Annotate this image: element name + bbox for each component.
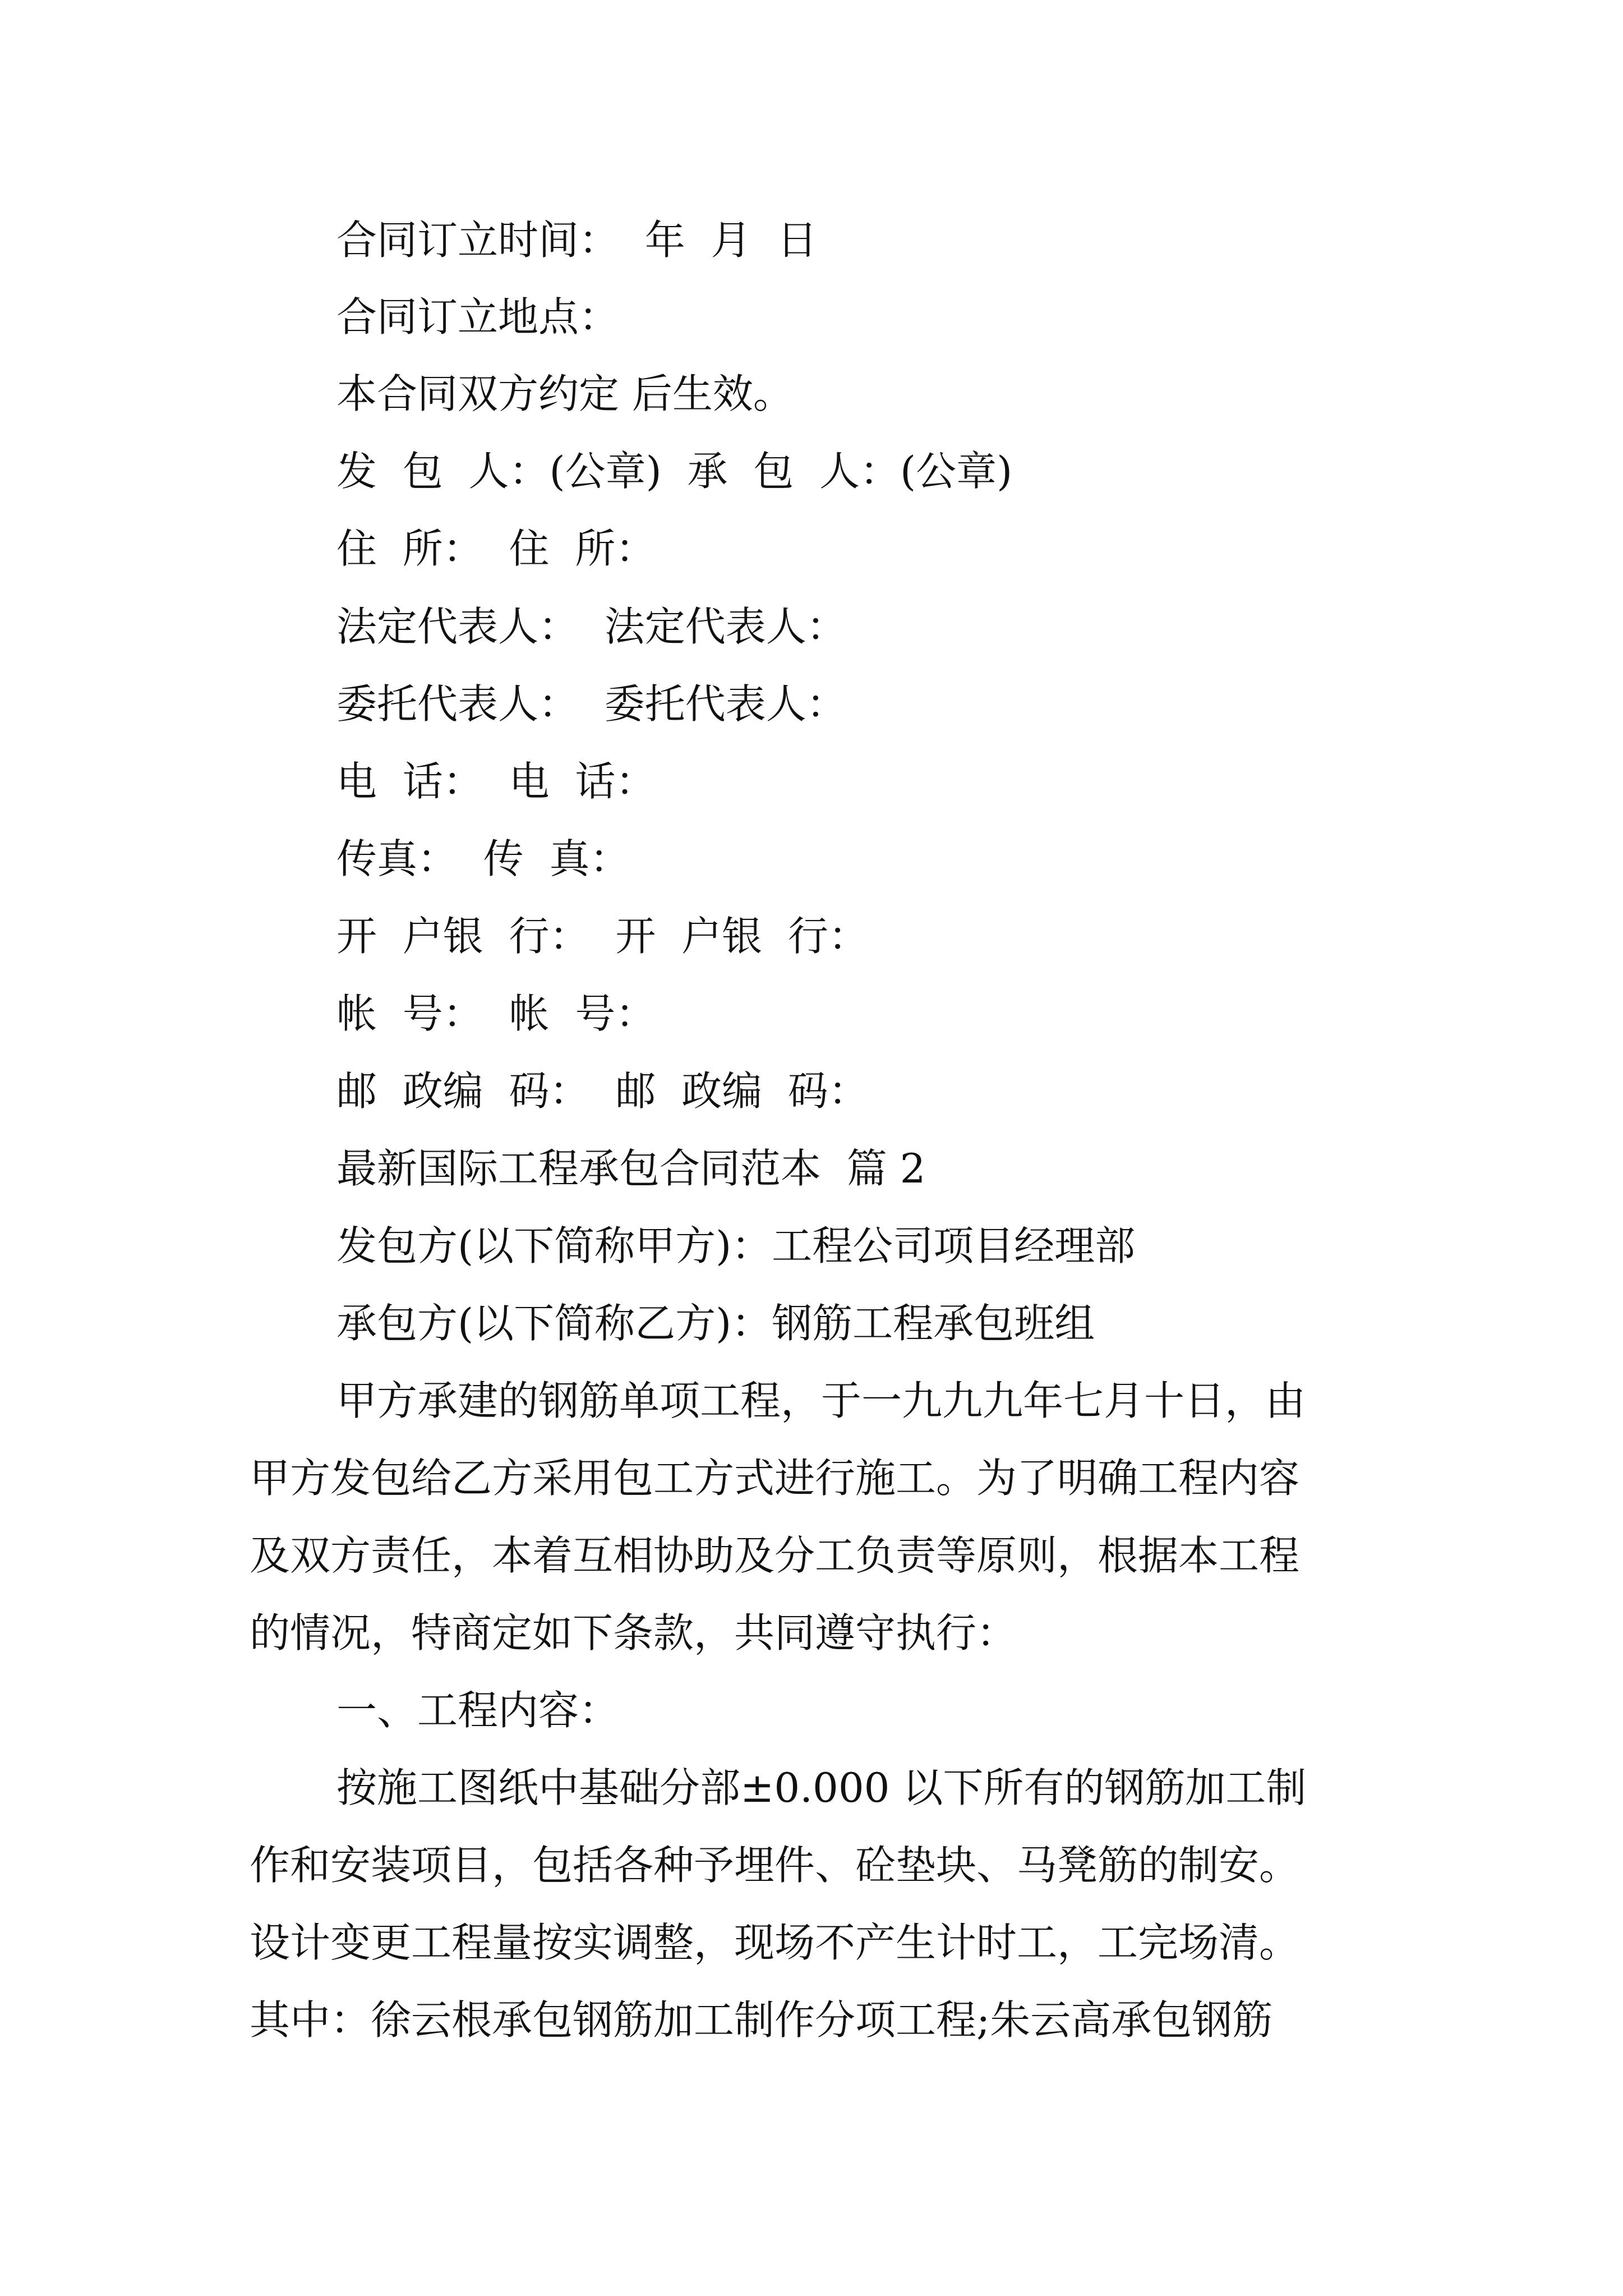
paragraph-line: 设计变更工程量按实调整，现场不产生计时工，工完场清。 xyxy=(250,1919,1300,1966)
paragraph-line: 按施工图纸中基础分部±0.000 以下所有的钢筋加工制 xyxy=(336,1764,1307,1811)
paragraph-line: 甲方发包给乙方采用包工方式进行施工。为了明确工程内容 xyxy=(250,1455,1300,1502)
party-a-line: 发包方(以下简称甲方)：工程公司项目经理部 xyxy=(336,1222,1136,1269)
legal-representative-line: 法定代表人： 法定代表人： xyxy=(336,603,847,650)
paragraph-line: 甲方承建的钢筋单项工程，于一九九九年七月十日，由 xyxy=(336,1377,1306,1424)
effective-clause-line: 本合同双方约定 后生效。 xyxy=(336,370,794,417)
section-heading: 最新国际工程承包合同范本 篇 2 xyxy=(336,1145,926,1192)
phone-line: 电 话： 电 话： xyxy=(336,758,656,805)
paragraph-line: 及双方责任，本着互相协助及分工负责等原则，根据本工程 xyxy=(250,1532,1300,1579)
account-line: 帐 号： 帐 号： xyxy=(336,990,656,1037)
paragraph-line: 作和安装项目，包括各种予埋件、砼垫块、马凳筋的制安。 xyxy=(250,1842,1300,1889)
address-line: 住 所： 住 所： xyxy=(336,525,656,572)
postal-code-line: 邮 政编 码： 邮 政编 码： xyxy=(336,1068,869,1115)
contract-date-line: 合同订立时间： 年 月 日 xyxy=(336,217,818,264)
contract-place-line: 合同订立地点： xyxy=(336,293,620,341)
paragraph-line: 的情况，特商定如下条款，共同遵守执行： xyxy=(250,1609,1017,1657)
authorized-agent-line: 委托代表人： 委托代表人： xyxy=(336,680,847,728)
parties-seal-line: 发 包 人：(公章) 承 包 人：(公章) xyxy=(336,448,1013,495)
bank-line: 开 户银 行： 开 户银 行： xyxy=(336,913,869,960)
fax-line: 传真： 传 真： xyxy=(336,835,630,882)
party-b-line: 承包方(以下简称乙方)：钢筋工程承包班组 xyxy=(336,1300,1095,1347)
section-title: 一、工程内容： xyxy=(336,1687,620,1734)
paragraph-line: 其中：徐云根承包钢筋加工制作分项工程;朱云高承包钢筋 xyxy=(250,1996,1273,2044)
